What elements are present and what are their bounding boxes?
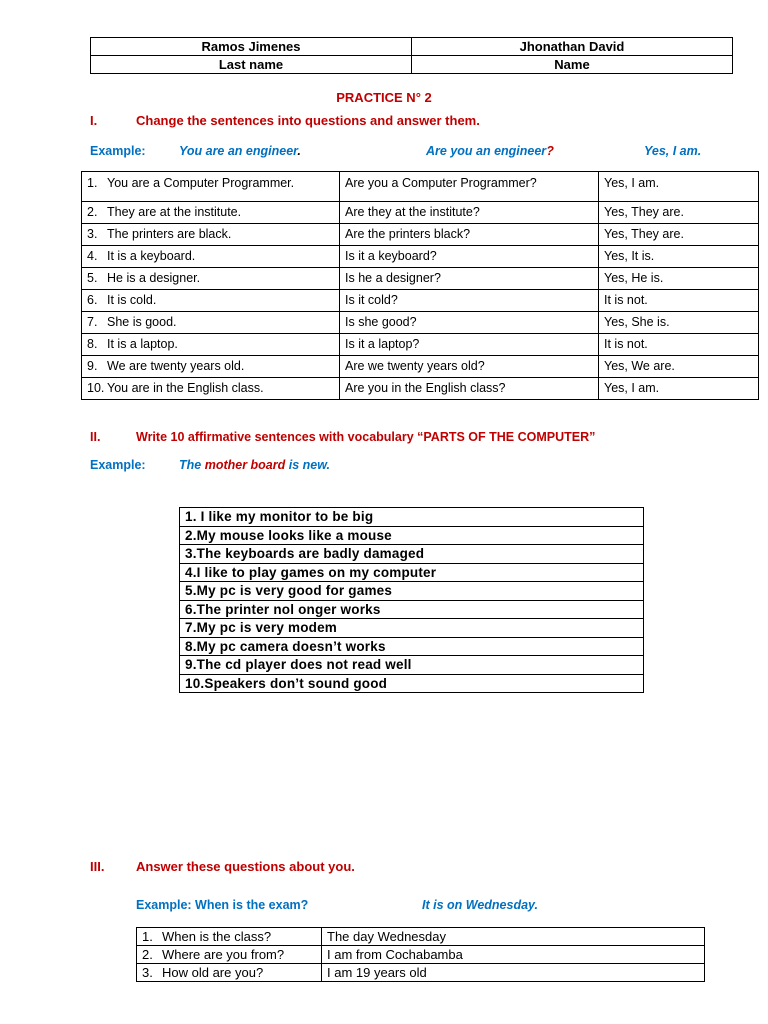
vocabulary-sentence: 10.Speakers don’t sound good	[180, 674, 644, 693]
table-row	[137, 964, 705, 982]
table-row	[82, 356, 759, 378]
sentence-text: You are in the English class.	[107, 381, 264, 395]
table-row	[82, 246, 759, 268]
row-number: 6.	[87, 293, 98, 307]
list-item	[180, 545, 644, 564]
question-cell	[137, 928, 322, 946]
name-value: Jhonathan David	[412, 38, 733, 56]
list-item	[180, 637, 644, 656]
section3-example-answer: It is on Wednesday.	[422, 898, 538, 912]
about-you-table	[136, 927, 705, 982]
answer-cell: Yes, I am.	[599, 378, 759, 400]
list-item	[180, 563, 644, 582]
row-number: 1.	[87, 176, 98, 190]
question-cell: Are you a Computer Programmer?	[340, 172, 599, 202]
section2-example-label: Example:	[90, 458, 146, 472]
sentence-text: You are a Computer Programmer.	[107, 176, 295, 190]
question-cell: Are the printers black?	[340, 224, 599, 246]
section3-example-text: Example: When is the exam?	[136, 898, 309, 912]
vocabulary-sentence: 5.My pc is very good for games	[180, 582, 644, 601]
question-cell: Is she good?	[340, 312, 599, 334]
answer-cell: The day Wednesday	[322, 928, 705, 946]
section1-example-question: Are you an engineer?	[426, 144, 554, 158]
sentence-cell	[82, 312, 340, 334]
name-table	[90, 37, 733, 74]
row-number: 3.	[87, 227, 98, 241]
sentence-cell	[82, 356, 340, 378]
list-item	[180, 674, 644, 693]
section1-example-label: Example:	[90, 144, 146, 158]
row-number: 5.	[87, 271, 98, 285]
table-row	[82, 172, 759, 202]
answer-cell: Yes, They are.	[599, 224, 759, 246]
table-row	[137, 928, 705, 946]
practice-title: PRACTICE N° 2	[336, 90, 432, 105]
answer-cell: Yes, We are.	[599, 356, 759, 378]
row-number: 7.	[87, 315, 98, 329]
answer-cell: I am 19 years old	[322, 964, 705, 982]
section2-instruction: Write 10 affirmative sentences with vocabulary “PARTS OF THE COMPUTER”	[136, 430, 596, 444]
vocabulary-sentence: 1. I like my monitor to be big	[180, 508, 644, 527]
sentence-text: She is good.	[107, 315, 177, 329]
sentence-cell	[82, 172, 340, 202]
answer-cell: Yes, She is.	[599, 312, 759, 334]
question-cell: Is it a laptop?	[340, 334, 599, 356]
section1-instruction: Change the sentences into questions and answer them.	[136, 113, 480, 128]
sentence-text: The printers are black.	[107, 227, 232, 241]
answer-cell: It is not.	[599, 290, 759, 312]
table-row	[82, 334, 759, 356]
table-row	[82, 224, 759, 246]
list-item	[180, 526, 644, 545]
sentence-cell	[82, 378, 340, 400]
section3-instruction: Answer these questions about you.	[136, 859, 355, 874]
question-cell: Are we twenty years old?	[340, 356, 599, 378]
vocabulary-sentence: 3.The keyboards are badly damaged	[180, 545, 644, 564]
list-item	[180, 656, 644, 675]
question-text: Where are you from?	[162, 947, 285, 962]
vocabulary-sentence: 9.The cd player does not read well	[180, 656, 644, 675]
question-cell: Is it cold?	[340, 290, 599, 312]
answer-cell: Yes, He is.	[599, 268, 759, 290]
sentence-cell	[82, 224, 340, 246]
last-name-value: Ramos Jimenes	[91, 38, 412, 56]
vocabulary-sentence: 8.My pc camera doesn’t works	[180, 637, 644, 656]
answer-cell: Yes, I am.	[599, 172, 759, 202]
row-number: 9.	[87, 359, 98, 373]
table-row	[82, 290, 759, 312]
sentence-text: It is a keyboard.	[107, 249, 196, 263]
vocabulary-sentence: 4.I like to play games on my computer	[180, 563, 644, 582]
section3-number: III.	[90, 859, 105, 874]
answer-cell: Yes, They are.	[599, 202, 759, 224]
answer-cell: Yes, It is.	[599, 246, 759, 268]
name-label: Name	[412, 56, 733, 74]
list-item	[180, 600, 644, 619]
vocabulary-sentence: 7.My pc is very modem	[180, 619, 644, 638]
section1-example-sentence: You are an engineer.	[179, 144, 301, 158]
answer-cell: I am from Cochabamba	[322, 946, 705, 964]
question-cell: Is he a designer?	[340, 268, 599, 290]
question-text: When is the class?	[162, 929, 272, 944]
sentence-cell	[82, 246, 340, 268]
vocabulary-sentence: 6.The printer nol onger works	[180, 600, 644, 619]
sentence-text: It is a laptop.	[107, 337, 178, 351]
row-number: 2.	[87, 205, 98, 219]
vocabulary-table	[179, 507, 644, 693]
question-cell	[137, 964, 322, 982]
list-item	[180, 508, 644, 527]
table-row	[82, 378, 759, 400]
table-row	[137, 946, 705, 964]
sentence-cell	[82, 334, 340, 356]
table-row	[82, 202, 759, 224]
question-cell: Are they at the institute?	[340, 202, 599, 224]
sentence-text: We are twenty years old.	[107, 359, 245, 373]
last-name-label: Last name	[91, 56, 412, 74]
sentence-cell	[82, 290, 340, 312]
sentence-cell	[82, 268, 340, 290]
row-number: 4.	[87, 249, 98, 263]
answer-cell: It is not.	[599, 334, 759, 356]
list-item	[180, 619, 644, 638]
sentence-text: They are at the institute.	[107, 205, 242, 219]
sentence-text: He is a designer.	[107, 271, 201, 285]
sentence-cell	[82, 202, 340, 224]
section1-example-answer: Yes, I am.	[644, 144, 702, 158]
list-item	[180, 582, 644, 601]
row-number: 1.	[142, 929, 153, 944]
row-number: 2.	[142, 947, 153, 962]
question-cell: Is it a keyboard?	[340, 246, 599, 268]
row-number: 3.	[142, 965, 153, 980]
row-number: 8.	[87, 337, 98, 351]
question-cell	[137, 946, 322, 964]
table-row	[82, 268, 759, 290]
questions-table	[81, 171, 759, 400]
section1-number: I.	[90, 113, 98, 128]
table-row	[82, 312, 759, 334]
section2-number: II.	[90, 430, 101, 444]
question-cell: Are you in the English class?	[340, 378, 599, 400]
row-number: 10.	[87, 381, 105, 395]
section2-example-sentence: The mother board is new.	[179, 458, 330, 472]
question-text: How old are you?	[162, 965, 264, 980]
sentence-text: It is cold.	[107, 293, 157, 307]
vocabulary-sentence: 2.My mouse looks like a mouse	[180, 526, 644, 545]
